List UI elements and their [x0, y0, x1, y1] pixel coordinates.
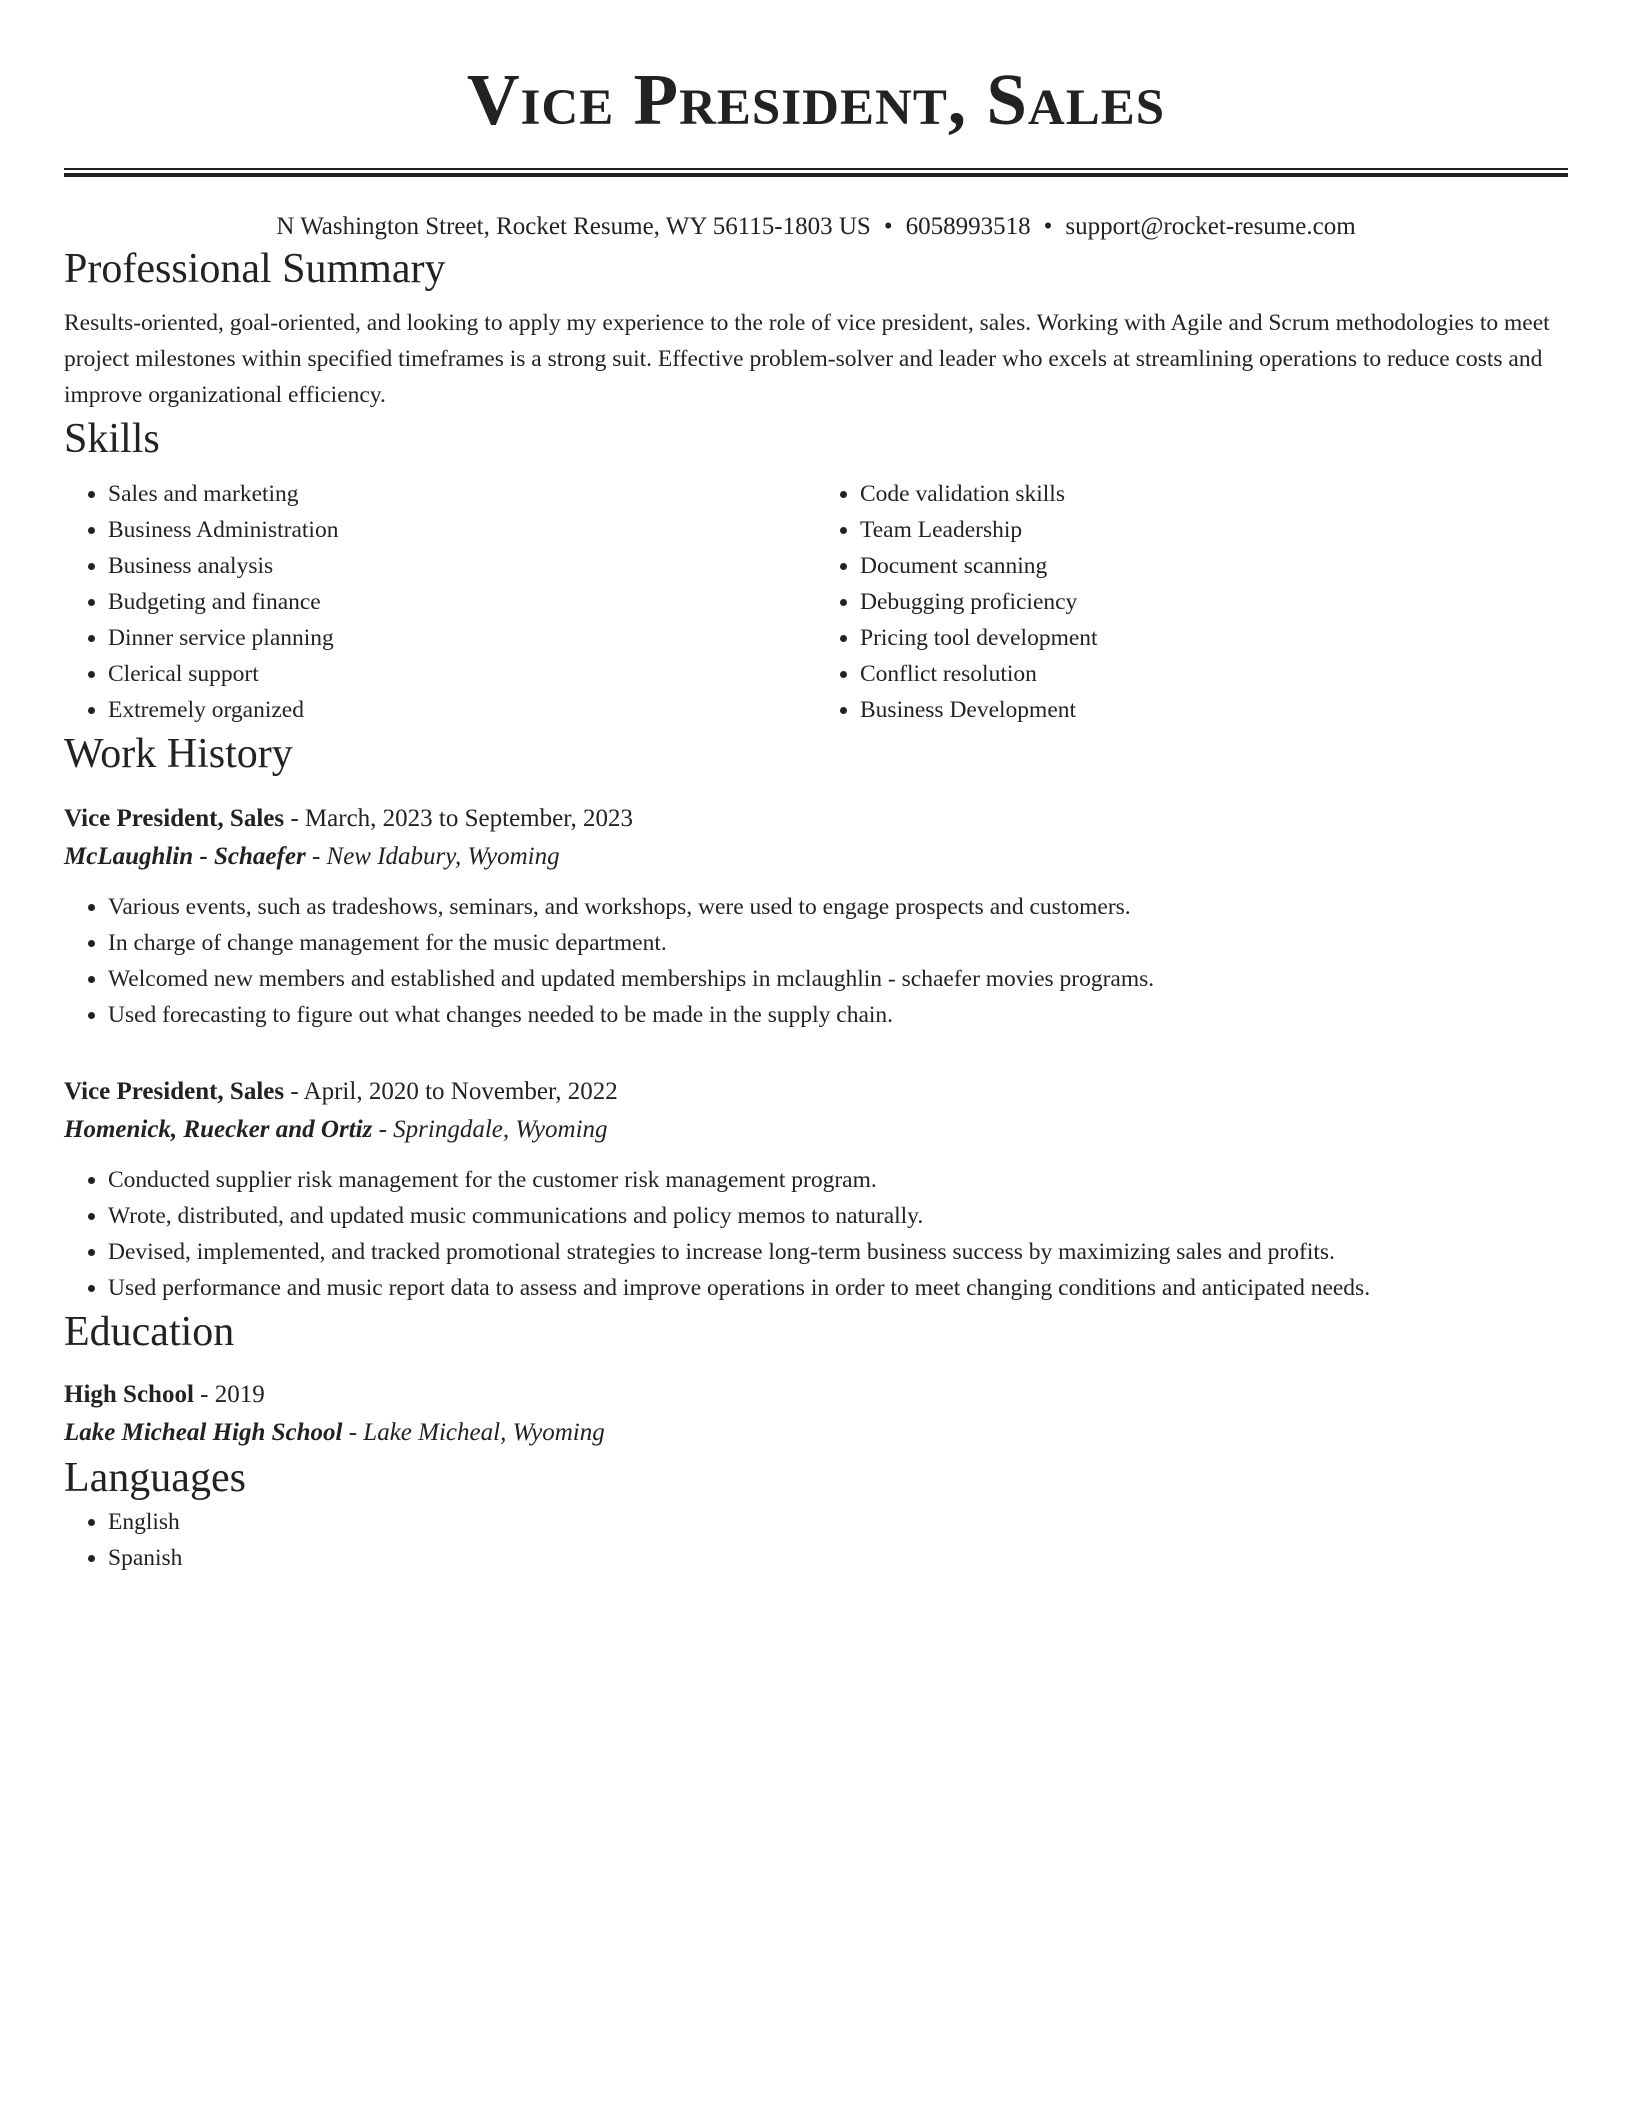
skill-item: • Team Leadership: [860, 512, 1568, 548]
section-title-education: Education: [64, 1309, 235, 1355]
contact-line: [64, 211, 1568, 243]
job-location: - New Idabury, Wyoming: [305, 843, 560, 870]
languages-list: [64, 1504, 1568, 1576]
job-duty-item: • Conducted supplier risk management for the customer risk management program.: [108, 1162, 1568, 1198]
job-entry: [64, 800, 1568, 1033]
contact-separator: •: [883, 213, 893, 240]
language-item: • English: [108, 1504, 1568, 1540]
job-dates: - April, 2020 to November, 2022: [284, 1078, 618, 1105]
job-duty-item: • Used performance and music report data to assess and improve operations in order to meet changing conditions and anticipated needs.: [108, 1270, 1568, 1306]
skills-columns: [64, 476, 1568, 728]
contact-address: N Washington Street, Rocket Resume, WY 56115-1803 US: [276, 213, 871, 240]
skill-item: • Budgeting and finance: [108, 584, 816, 620]
job-duty-item: • Various events, such as tradeshows, seminars, and workshops, were used to engage prospects and customers.: [108, 889, 1568, 925]
job-title-line: [64, 1073, 1568, 1111]
skill-item: • Extremely organized: [108, 692, 816, 728]
skill-item: • Business analysis: [108, 548, 816, 584]
job-entry: [64, 1073, 1568, 1306]
section-title-languages: Languages: [64, 1455, 246, 1501]
education-location: - Lake Micheal, Wyoming: [342, 1419, 605, 1446]
contact-phone: 6058993518: [905, 213, 1031, 240]
job-company-line: [64, 838, 1568, 876]
job-duty-item: • In charge of change management for the music department.: [108, 925, 1568, 961]
resume-name-heading: Vice President, Sales: [466, 59, 1166, 140]
skills-list-left: [64, 476, 816, 728]
job-title: Vice President, Sales: [64, 1078, 285, 1105]
section-title-summary: Professional Summary: [64, 246, 446, 292]
education-degree: High School: [64, 1381, 194, 1408]
education-year: - 2019: [193, 1381, 265, 1408]
job-title: Vice President, Sales: [64, 805, 285, 832]
skill-item: • Document scanning: [860, 548, 1568, 584]
job-dates: - March, 2023 to September, 2023: [284, 805, 634, 832]
skill-item: • Debugging proficiency: [860, 584, 1568, 620]
job-company: Homenick, Ruecker and Ortiz: [64, 1116, 373, 1143]
contact-email[interactable]: support@rocket-resume.com: [1065, 213, 1356, 240]
skill-item: • Code validation skills: [860, 476, 1568, 512]
job-title-line: [64, 800, 1568, 838]
education-entry: [64, 1376, 1568, 1452]
education-school-line: [64, 1414, 1568, 1452]
skill-item: • Sales and marketing: [108, 476, 816, 512]
section-title-skills: Skills: [64, 416, 160, 462]
summary-text: Results-oriented, goal-oriented, and looking to apply my experience to the role of vice president, sales. Working with Agile and Scrum methodologies to meet project milestones within specified timeframes is a strong suit. Effective problem-solver and leader who excels at streamlining operations to reduce costs and improve organizational efficiency.: [64, 310, 1550, 408]
job-duty-item: • Used forecasting to figure out what changes needed to be made in the supply chain.: [108, 997, 1568, 1033]
education-school: Lake Micheal High School: [64, 1419, 343, 1446]
job-company: McLaughlin - Schaefer: [64, 843, 306, 870]
skill-item: • Business Development: [860, 692, 1568, 728]
education-degree-line: [64, 1376, 1568, 1414]
language-item: • Spanish: [108, 1540, 1568, 1576]
job-duty-item: • Wrote, distributed, and updated music communications and policy memos to naturally.: [108, 1198, 1568, 1234]
job-duties-list: [64, 1162, 1568, 1306]
skill-item: • Dinner service planning: [108, 620, 816, 656]
job-duty-item: • Welcomed new members and established and updated memberships in mclaughlin - schaefer movies programs.: [108, 961, 1568, 997]
skill-item: • Clerical support: [108, 656, 816, 692]
job-duties-list: [64, 889, 1568, 1033]
job-company-line: [64, 1111, 1568, 1149]
skill-item: • Business Administration: [108, 512, 816, 548]
section-title-work-history: Work History: [64, 731, 293, 777]
skills-list-right: [816, 476, 1568, 728]
job-duty-item: • Devised, implemented, and tracked promotional strategies to increase long-term business success by maximizing sales and profits.: [108, 1234, 1568, 1270]
contact-separator: •: [1043, 213, 1053, 240]
skill-item: • Conflict resolution: [860, 656, 1568, 692]
header-double-rule: [64, 168, 1568, 177]
job-location: - Springdale, Wyoming: [372, 1116, 608, 1143]
skill-item: • Pricing tool development: [860, 620, 1568, 656]
